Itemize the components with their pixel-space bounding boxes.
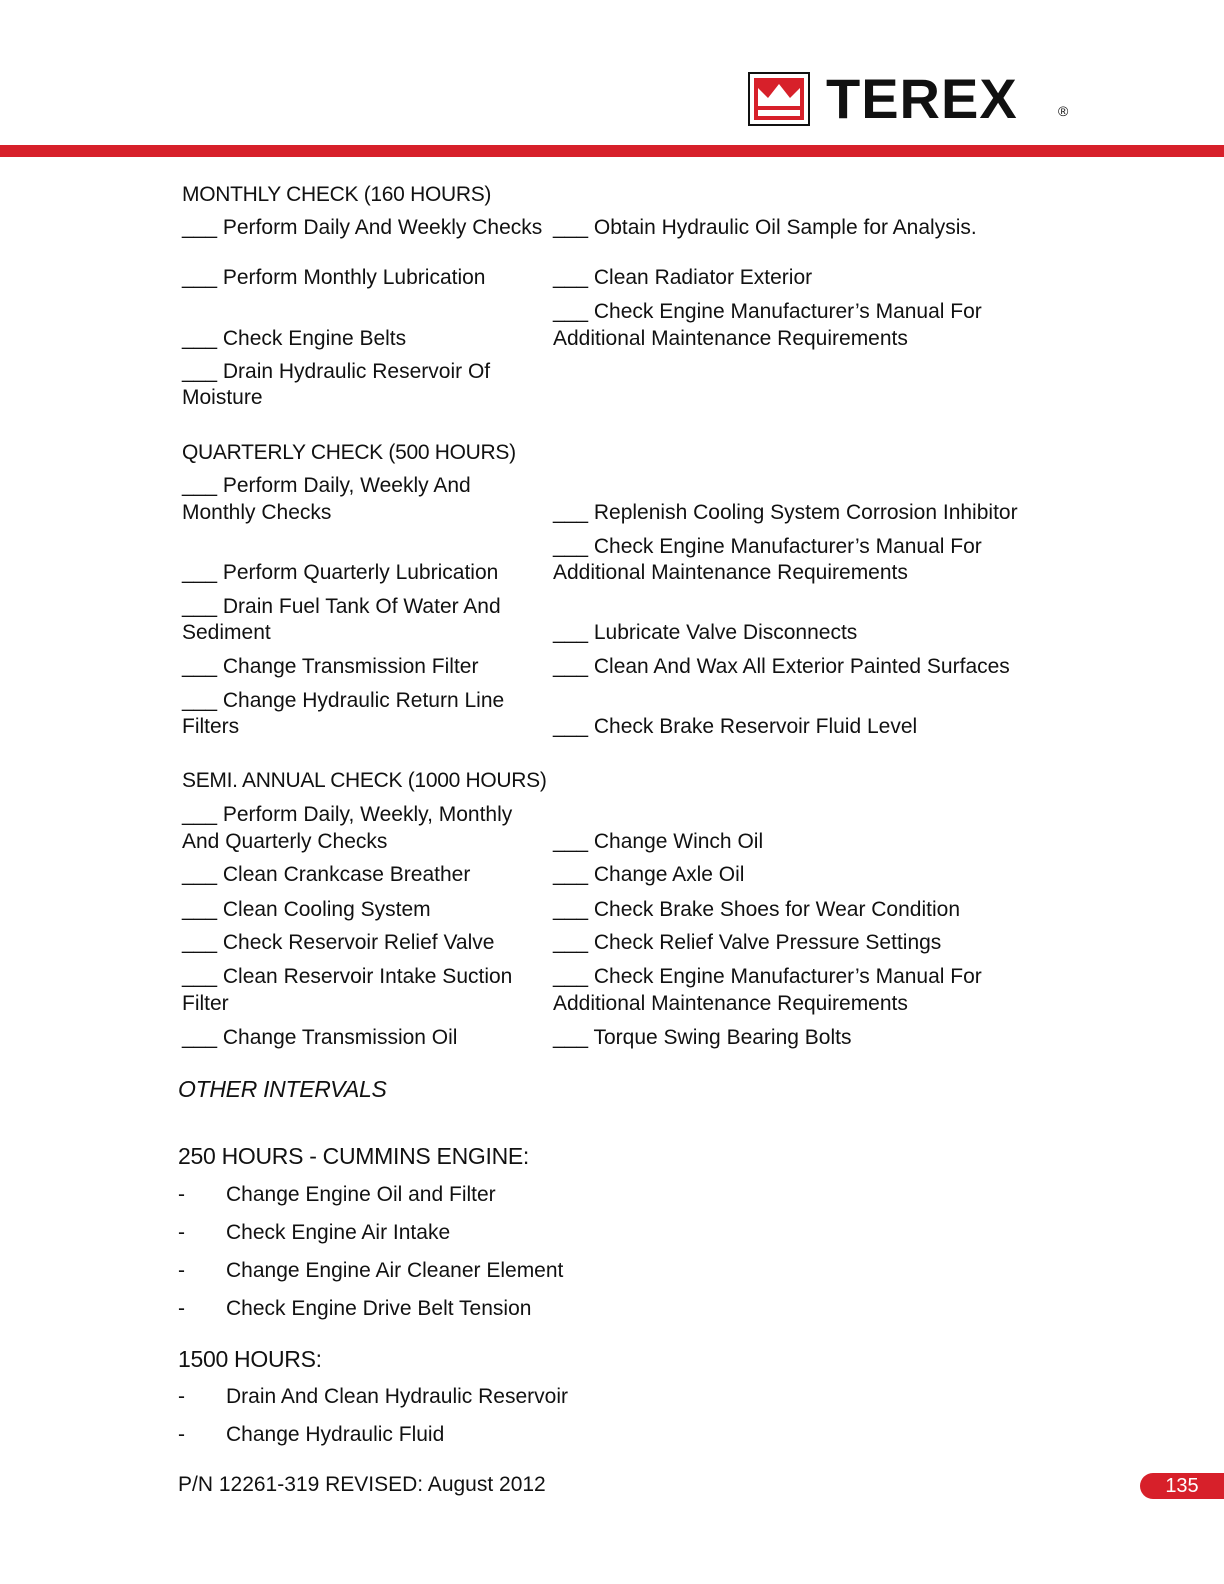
check-item-continued: Monthly Checks xyxy=(182,501,332,524)
check-item: ___ Clean Reservoir Intake Suction xyxy=(182,965,513,988)
check-item: ___ Clean Cooling System xyxy=(182,898,431,921)
check-item-continued: Moisture xyxy=(182,386,263,409)
list-item: Change Hydraulic Fluid xyxy=(226,1423,445,1446)
check-item-continued: Sediment xyxy=(182,621,271,644)
check-item: ___ Check Engine Manufacturer’s Manual For xyxy=(553,535,982,558)
check-item: ___ Check Reservoir Relief Valve xyxy=(182,931,495,954)
hours-1500-title: 1500 HOURS: xyxy=(178,1346,322,1372)
check-item: ___ Obtain Hydraulic Oil Sample for Analysis. xyxy=(553,216,977,239)
monthly-title: MONTHLY CHECK (160 HOURS) xyxy=(182,183,492,206)
quarterly-title: QUARTERLY CHECK (500 HOURS) xyxy=(182,441,516,464)
registered-mark: ® xyxy=(1058,103,1069,119)
check-item-continued: Additional Maintenance Requirements xyxy=(553,561,908,584)
check-item: ___ Check Engine Manufacturer’s Manual For xyxy=(553,965,982,988)
check-item: ___ Change Transmission Oil xyxy=(182,1026,458,1049)
check-item: ___ Change Winch Oil xyxy=(553,830,764,853)
check-item: ___ Perform Daily And Weekly Checks xyxy=(182,216,543,239)
check-item: ___ Clean And Wax All Exterior Painted Surfaces xyxy=(553,655,1010,678)
list-dash: - xyxy=(178,1183,185,1206)
check-item: ___ Perform Quarterly Lubrication xyxy=(182,561,499,584)
semiannual-title: SEMI. ANNUAL CHECK (1000 HOURS) xyxy=(182,769,547,792)
check-item: ___ Check Engine Belts xyxy=(182,327,407,350)
check-item: ___ Clean Crankcase Breather xyxy=(182,863,471,886)
check-item: ___ Change Transmission Filter xyxy=(182,655,479,678)
check-item: ___ Perform Daily, Weekly And xyxy=(182,474,471,497)
check-item: ___ Change Hydraulic Return Line xyxy=(182,689,505,712)
check-item: ___ Check Brake Reservoir Fluid Level xyxy=(553,715,918,738)
list-item: Check Engine Air Intake xyxy=(226,1221,451,1244)
check-item: ___ Perform Daily, Weekly, Monthly xyxy=(182,803,513,826)
terex-logo xyxy=(748,67,1078,130)
check-item: ___ Check Relief Valve Pressure Settings xyxy=(553,931,942,954)
check-item-continued: Filter xyxy=(182,992,229,1015)
check-item: ___ Drain Hydraulic Reservoir Of xyxy=(182,360,491,383)
list-dash: - xyxy=(178,1297,185,1320)
check-item-continued: Additional Maintenance Requirements xyxy=(553,327,908,350)
check-item: ___ Drain Fuel Tank Of Water And xyxy=(182,595,501,618)
cummins-title: 250 HOURS - CUMMINS ENGINE: xyxy=(178,1143,530,1169)
check-item: ___ Torque Swing Bearing Bolts xyxy=(553,1026,852,1049)
check-item: ___ Check Brake Shoes for Wear Condition xyxy=(553,898,960,921)
list-dash: - xyxy=(178,1385,185,1408)
check-item: ___ Perform Monthly Lubrication xyxy=(182,266,486,289)
check-item: ___ Lubricate Valve Disconnects xyxy=(553,621,858,644)
check-item: ___ Change Axle Oil xyxy=(553,863,745,886)
brand-name: TEREX xyxy=(826,67,1018,130)
part-number-revision: P/N 12261-319 REVISED: August 2012 xyxy=(178,1473,546,1496)
check-item: ___ Clean Radiator Exterior xyxy=(553,266,813,289)
list-dash: - xyxy=(178,1259,185,1282)
other-intervals-title: OTHER INTERVALS xyxy=(178,1076,387,1102)
check-item-continued: Additional Maintenance Requirements xyxy=(553,992,908,1015)
list-dash: - xyxy=(178,1221,185,1244)
header-rule xyxy=(0,145,1224,157)
check-item: ___ Check Engine Manufacturer’s Manual For xyxy=(553,300,982,323)
check-item-continued: Filters xyxy=(182,715,240,738)
list-dash: - xyxy=(178,1423,185,1446)
check-item: ___ Replenish Cooling System Corrosion Inhibitor xyxy=(553,501,1018,524)
check-item-continued: And Quarterly Checks xyxy=(182,830,388,853)
list-item: Change Engine Oil and Filter xyxy=(226,1183,496,1206)
terex-crown-logo-icon xyxy=(748,72,810,126)
list-item: Change Engine Air Cleaner Element xyxy=(226,1259,564,1282)
page-number: 135 xyxy=(1140,1473,1224,1499)
list-item: Drain And Clean Hydraulic Reservoir xyxy=(226,1385,568,1408)
list-item: Check Engine Drive Belt Tension xyxy=(226,1297,532,1320)
